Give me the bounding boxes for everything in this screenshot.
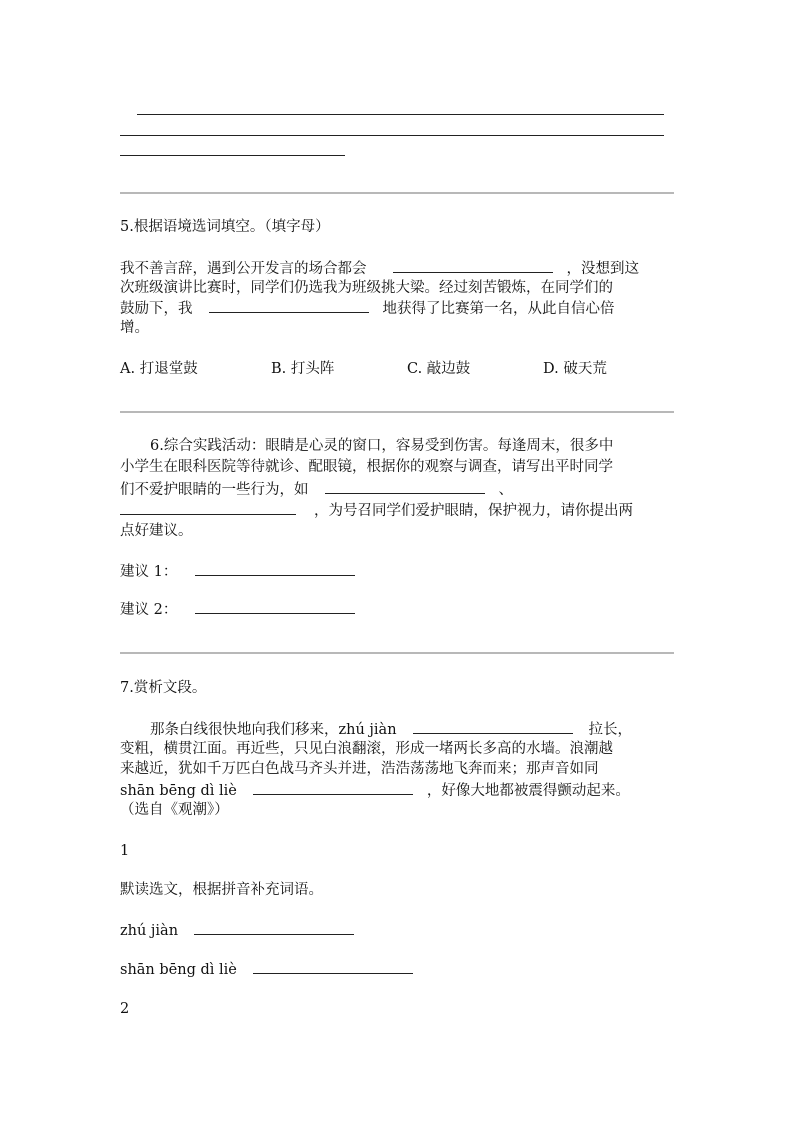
q6-suggestion-label: 建议 2： xyxy=(120,602,178,618)
section-divider xyxy=(120,652,674,654)
q7-subquestion-number-2: 2 xyxy=(120,1001,130,1017)
answer-line-3[interactable] xyxy=(120,155,345,156)
q7-paragraph-line-1 xyxy=(150,719,632,740)
q5-title: 5.根据语境选词填空。（填字母） xyxy=(120,219,330,235)
q7-pinyin: shān bēng dì liè xyxy=(120,962,237,978)
q7-text: 拉长， xyxy=(588,722,633,738)
q6-paragraph-line-4 xyxy=(120,500,633,521)
q7-pinyin-answer-2 xyxy=(120,959,413,980)
q7-subquestion-number-1: 1 xyxy=(120,843,130,859)
q6-text: ，为号召同学们爱护眼睛，保护视力，请你提出两 xyxy=(314,503,633,519)
q7-instruction: 默读选文，根据拼音补充词语。 xyxy=(120,882,323,898)
q6-text: 、 xyxy=(498,482,513,498)
q5-text: 我不善言辞，遇到公开发言的场合都会 xyxy=(120,261,367,277)
q7-blank-2[interactable] xyxy=(253,780,413,795)
q7-paragraph-line-3: 来越近，犹如千万匹白色战马齐头并进，浩浩荡荡地飞奔而来；那声音如同 xyxy=(120,761,599,777)
q5-option-b: B. 打头阵 xyxy=(271,361,335,377)
q5-paragraph-line-3 xyxy=(120,298,615,319)
q5-paragraph-line-1 xyxy=(120,258,639,279)
answer-line-1[interactable] xyxy=(137,114,664,115)
q6-suggestion-label: 建议 1： xyxy=(120,564,178,580)
q6-text: 们不爱护眼睛的一些行为，如 xyxy=(120,482,309,498)
q6-blank-2[interactable] xyxy=(120,500,296,515)
q7-paragraph-line-2: 变粗，横贯江面。再近些，只见白浪翻滚，形成一堵两长多高的水墙。浪潮越 xyxy=(120,741,613,757)
section-divider xyxy=(120,411,674,413)
q5-paragraph-line-2: 次班级演讲比赛时，同学们仍选我为班级挑大梁。经过刻苦锻炼，在同学们的 xyxy=(120,280,613,296)
q6-suggestion-2 xyxy=(120,599,355,620)
q6-paragraph-line-5: 点好建议。 xyxy=(120,523,193,539)
q5-blank-2[interactable] xyxy=(209,298,369,313)
q7-pinyin-answer-1 xyxy=(120,920,354,941)
answer-line-2[interactable] xyxy=(120,135,664,136)
q6-paragraph-line-3 xyxy=(120,479,513,500)
q5-text: ，没想到这 xyxy=(566,261,639,277)
q6-blank-1[interactable] xyxy=(325,479,485,494)
q7-paragraph-line-4 xyxy=(120,780,630,801)
q6-suggestion-2-blank[interactable] xyxy=(195,599,355,614)
q7-text: 那条白线很快地向我们移来，zhú jiàn xyxy=(150,722,397,738)
q5-option-a: A. 打退堂鼓 xyxy=(120,361,198,377)
q5-paragraph-line-4: 增。 xyxy=(120,320,149,336)
q6-paragraph-line-2: 小学生在眼科医院等待就诊、配眼镜，根据你的观察与调查，请写出平时同学 xyxy=(120,459,613,475)
section-divider xyxy=(120,192,674,194)
q5-text: 鼓励下，我 xyxy=(120,301,193,317)
q7-answer-blank-2[interactable] xyxy=(253,959,413,974)
q7-pinyin: zhú jiàn xyxy=(120,923,179,939)
q7-title: 7.赏析文段。 xyxy=(120,680,207,696)
q7-answer-blank-1[interactable] xyxy=(194,920,354,935)
q6-suggestion-1-blank[interactable] xyxy=(195,561,355,576)
q5-option-d: D. 破天荒 xyxy=(543,361,607,377)
q5-option-c: C. 敲边鼓 xyxy=(407,361,471,377)
q6-suggestion-1 xyxy=(120,561,355,582)
q7-source: （选自《观潮》） xyxy=(120,802,229,818)
q6-paragraph-line-1: 6.综合实践活动：眼睛是心灵的窗口，容易受到伤害。每逢周末，很多中 xyxy=(150,438,614,454)
q7-blank-1[interactable] xyxy=(413,719,573,734)
q5-text: 地获得了比赛第一名，从此自信心倍 xyxy=(382,301,615,317)
q5-blank-1[interactable] xyxy=(393,258,553,273)
q7-text: ，好像大地都被震得颤动起来。 xyxy=(426,783,630,799)
q7-pinyin: shān bēng dì liè xyxy=(120,783,237,799)
